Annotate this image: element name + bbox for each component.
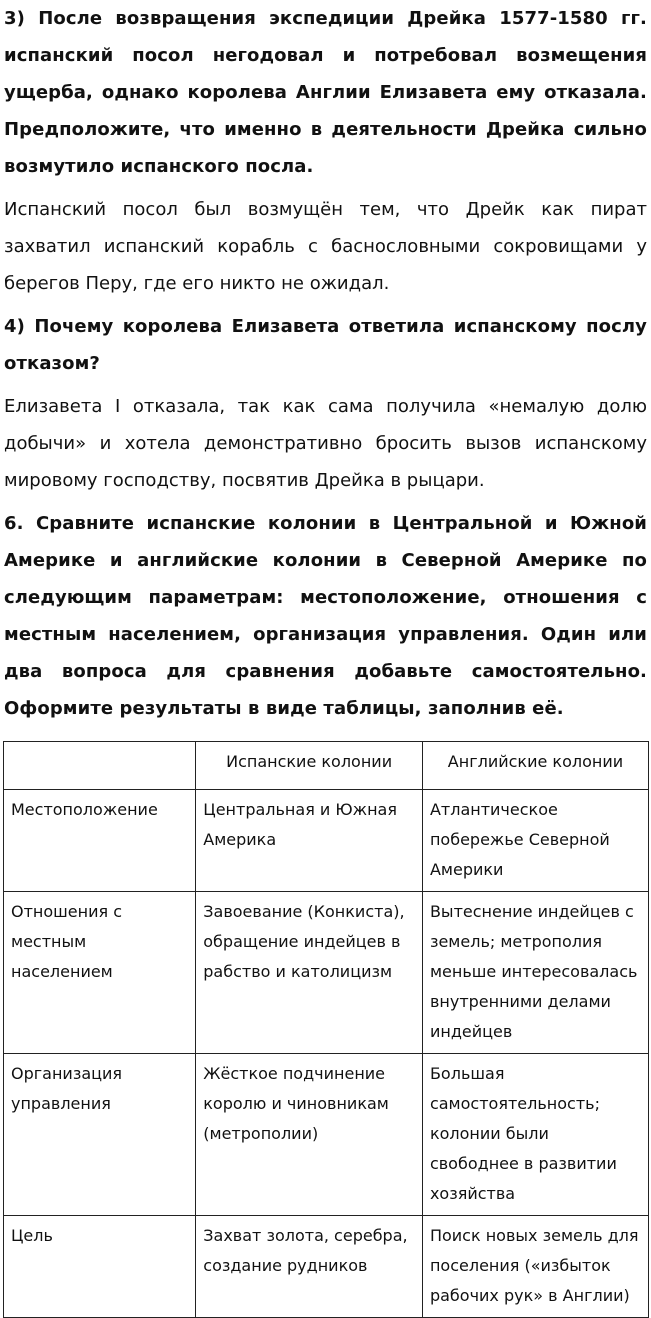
table-header-cell: Английские колонии: [422, 742, 648, 790]
table-row: [4, 892, 649, 1054]
table-header-cell: [4, 742, 196, 790]
table-row: [4, 1054, 649, 1216]
table-cell: Жёсткое подчинение королю и чиновникам (метрополии): [196, 1054, 423, 1216]
table-row: [4, 1216, 649, 1318]
comparison-table: [3, 741, 649, 1318]
answer-4: Елизавета I отказала, так как сама получила «немалую долю добычи» и хотела демонстративно бросить вызов испанскому мировому господству, посвятив Дрейка в рыцари.: [4, 396, 647, 491]
table-row: [4, 790, 649, 892]
row-label: Организация управления: [4, 1054, 196, 1216]
table-cell: Центральная и Южная Америка: [196, 790, 423, 892]
table-cell: Захват золота, серебра, создание рудников: [196, 1216, 423, 1318]
answer-3: Испанский посол был возмущён тем, что Дрейк как пират захватил испанский корабль с баснословными сокровищами у берегов Перу, где его никто не ожидал.: [4, 199, 647, 294]
question-4: 4) Почему королева Елизавета ответила испанскому послу отказом?: [4, 316, 647, 374]
table-cell: Большая самостоятельность; колонии были свободнее в развитии хозяйства: [422, 1054, 648, 1216]
table-cell: Атлантическое побережье Северной Америки: [422, 790, 648, 892]
question-3: 3) После возвращения экспедиции Дрейка 1577-1580 гг. испанский посол негодовал и потребовал возмещения ущерба, однако королева Англии Елизавета ему отказала. Предположите, что именно в деятельности Дрейка сильно возмутило испанского посла.: [4, 8, 647, 177]
table-cell: Поиск новых земель для поселения («избыток рабочих рук» в Англии): [422, 1216, 648, 1318]
table-cell: Завоевание (Конкиста), обращение индейцев в рабство и католицизм: [196, 892, 423, 1054]
question-6: 6. Сравните испанские колонии в Центральной и Южной Америке и английские колонии в Северной Америке по следующим параметрам: местоположение, отношения с местным населением, организация управления. Один или два вопроса для сравнения добавьте самостоятельно. Оформите результаты в виде таблицы, заполнив её.: [4, 513, 647, 719]
table-header-cell: Испанские колонии: [196, 742, 423, 790]
row-label: Цель: [4, 1216, 196, 1318]
table-cell: Вытеснение индейцев с земель; метрополия меньше интересовалась внутренними делами индейцев: [422, 892, 648, 1054]
row-label: Местоположение: [4, 790, 196, 892]
table-header-row: [4, 742, 649, 790]
row-label: Отношения с местным населением: [4, 892, 196, 1054]
